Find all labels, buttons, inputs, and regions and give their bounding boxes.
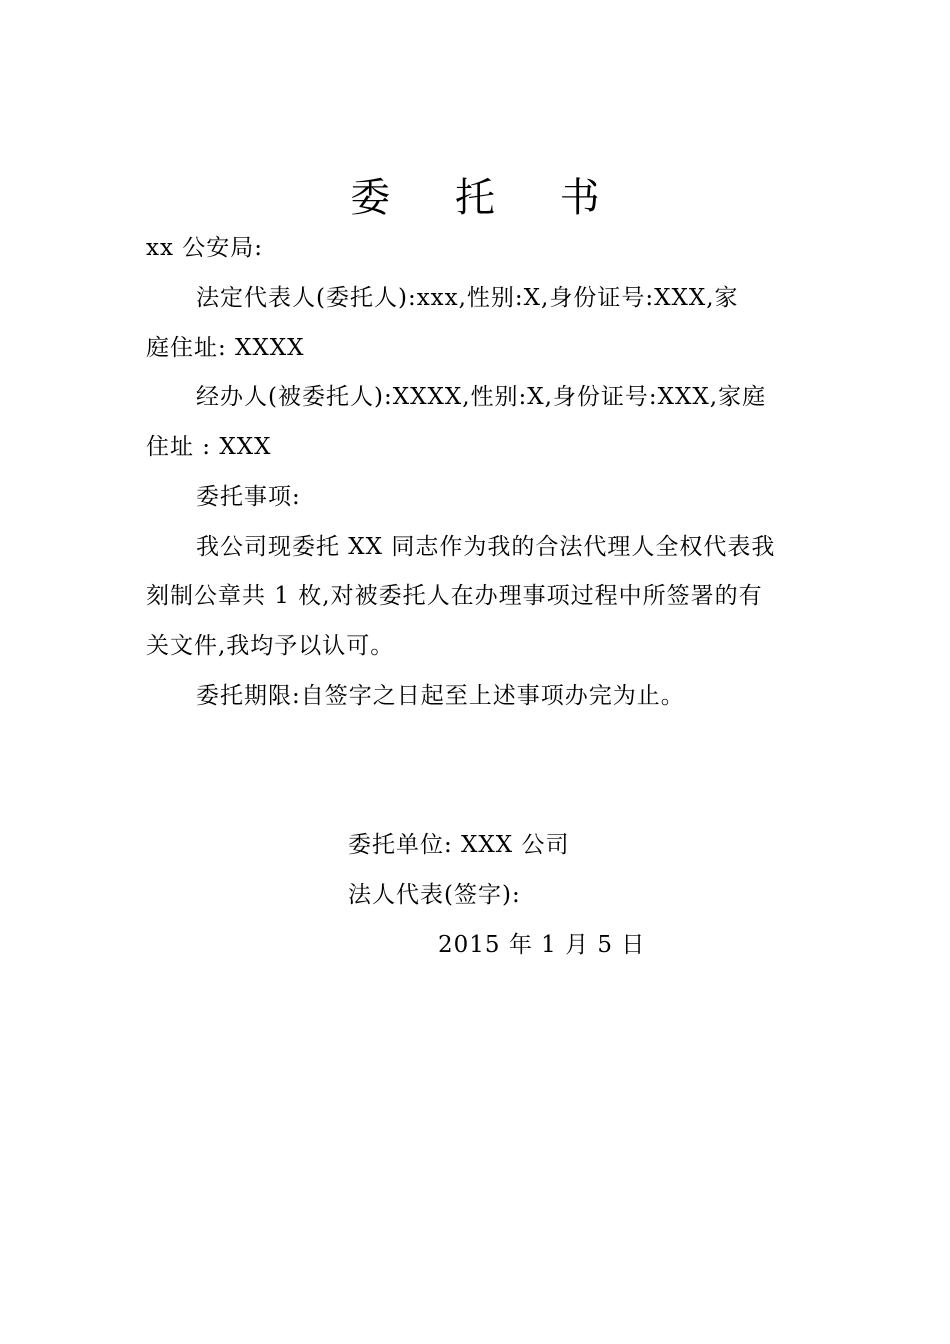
matters-line-1: 我公司现委托 XX 同志作为我的合法代理人全权代表我: [196, 534, 776, 560]
matters-line-3: 关文件,我均予以认可。: [146, 633, 395, 659]
agent-line-1: 经办人(被委托人):XXXX,性别:X,身份证号:XXX,家庭: [196, 384, 767, 410]
principal-line-2: 庭住址: XXXX: [146, 335, 305, 361]
principal-line-1: 法定代表人(委托人):xxx,性别:X,身份证号:XXX,家: [196, 285, 739, 311]
matters-line-2: 刻制公章共 1 枚,对被委托人在办理事项过程中所签署的有: [146, 583, 763, 609]
entrusting-unit-line: 委托单位: XXX 公司: [348, 832, 570, 858]
matters-heading: 委托事项:: [196, 484, 301, 510]
agent-line-2: 住址 : XXX: [146, 434, 272, 460]
legal-representative-line: 法人代表(签字):: [348, 882, 521, 908]
recipient-line: xx 公安局:: [146, 235, 264, 261]
term-line: 委托期限:自签字之日起至上述事项办完为止。: [196, 683, 685, 709]
date-line: 2015 年 1 月 5 日: [438, 932, 646, 958]
document-title: 委 托 书: [350, 175, 626, 221]
